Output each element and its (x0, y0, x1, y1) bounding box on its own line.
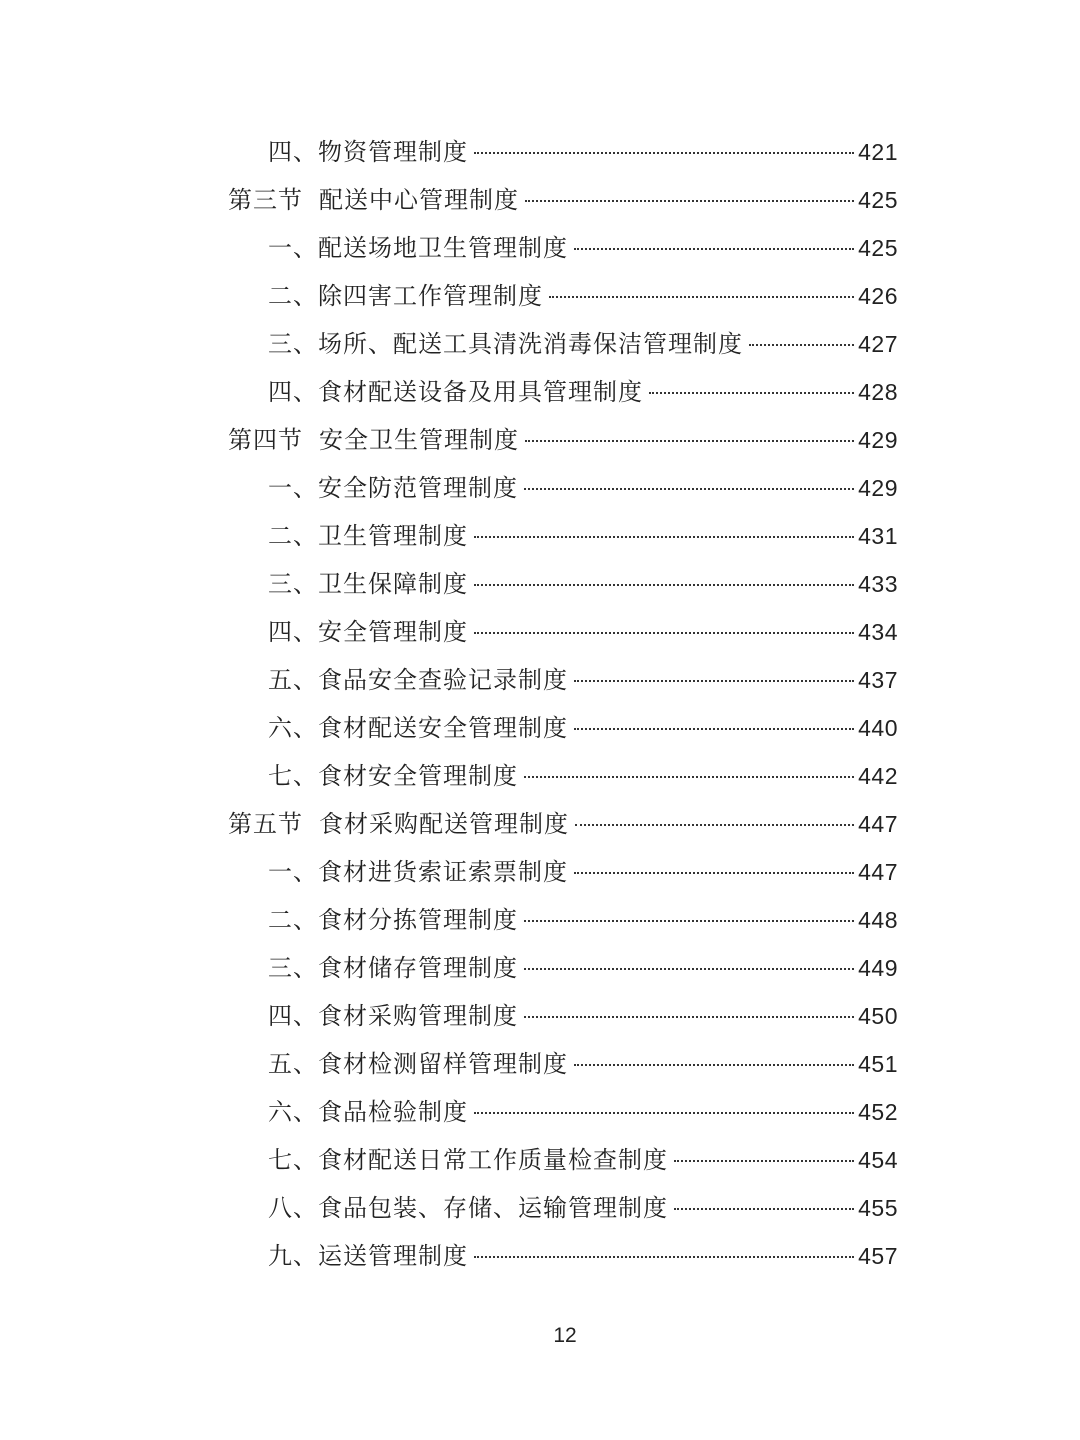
toc-page-ref: 447 (858, 859, 898, 885)
dot-leader (474, 584, 854, 586)
dot-leader (674, 1160, 854, 1162)
toc-entry-title (268, 1040, 568, 1088)
toc-entry-title (268, 1136, 668, 1184)
toc-page-ref: 450 (858, 1003, 898, 1029)
toc-entry-label: 四、物资管理制度 (268, 138, 468, 166)
toc-entry-title (268, 512, 468, 560)
toc-page-ref: 429 (858, 427, 898, 453)
toc-page-ref: 421 (858, 139, 898, 165)
toc-page-ref: 440 (858, 715, 898, 741)
toc-entry-label: 食材采购配送管理制度 (319, 810, 569, 838)
toc-entry[interactable] (228, 1184, 898, 1232)
toc-entry-title (268, 272, 543, 320)
toc-section-entry[interactable] (228, 176, 898, 224)
toc-entry-label: 五、食品安全查验记录制度 (268, 666, 568, 694)
toc-section-number: 第五节 (228, 810, 303, 838)
toc-entry[interactable] (228, 896, 898, 944)
toc-page-ref: 454 (858, 1147, 898, 1173)
toc-entry[interactable] (228, 272, 898, 320)
toc-section-entry[interactable] (228, 800, 898, 848)
toc-entry-label: 四、食材采购管理制度 (268, 1002, 518, 1030)
toc-entry[interactable] (228, 848, 898, 896)
toc-entry-label: 六、食品检验制度 (268, 1098, 468, 1126)
toc-entry[interactable] (228, 320, 898, 368)
toc-entry-title (268, 1232, 468, 1280)
toc-entry[interactable] (228, 1232, 898, 1280)
toc-entry-label: 配送中心管理制度 (319, 186, 519, 214)
toc-entry-label: 七、食材配送日常工作质量检查制度 (268, 1146, 668, 1174)
dot-leader (474, 1112, 854, 1114)
toc-entry-label: 六、食材配送安全管理制度 (268, 714, 568, 742)
toc-entry-label: 一、配送场地卫生管理制度 (268, 234, 568, 262)
toc-page-ref: 452 (858, 1099, 898, 1125)
toc-entry[interactable] (228, 752, 898, 800)
toc-entry[interactable] (228, 992, 898, 1040)
toc-entry-label: 九、运送管理制度 (268, 1242, 468, 1270)
dot-leader (749, 344, 854, 346)
toc-entry-title (228, 176, 519, 224)
toc-entry-label: 四、安全管理制度 (268, 618, 468, 646)
page-number: 12 (553, 1324, 577, 1347)
toc-entry-label: 五、食材检测留样管理制度 (268, 1050, 568, 1078)
dot-leader (649, 392, 854, 394)
toc-entry-title (268, 128, 468, 176)
dot-leader (524, 920, 854, 922)
toc-entry[interactable] (228, 464, 898, 512)
toc-section-number: 第三节 (228, 186, 303, 214)
dot-leader (575, 824, 854, 826)
table-of-contents (228, 128, 898, 1280)
toc-entry[interactable] (228, 512, 898, 560)
toc-page-ref: 428 (858, 379, 898, 405)
toc-page-ref: 433 (858, 571, 898, 597)
toc-entry-title (268, 896, 518, 944)
dot-leader (524, 1016, 854, 1018)
toc-page-ref: 426 (858, 283, 898, 309)
toc-entry-title (268, 224, 568, 272)
toc-entry-title (268, 656, 568, 704)
toc-entry-title (268, 464, 518, 512)
toc-section-number: 第四节 (228, 426, 303, 454)
toc-entry-title (228, 416, 519, 464)
toc-page-ref: 442 (858, 763, 898, 789)
toc-entry[interactable] (228, 368, 898, 416)
toc-page-ref: 429 (858, 475, 898, 501)
toc-entry[interactable] (228, 704, 898, 752)
dot-leader (525, 200, 854, 202)
toc-entry[interactable] (228, 608, 898, 656)
toc-entry[interactable] (228, 224, 898, 272)
toc-entry-title (268, 992, 518, 1040)
dot-leader (549, 296, 854, 298)
toc-entry-label: 七、食材安全管理制度 (268, 762, 518, 790)
toc-entry[interactable] (228, 1088, 898, 1136)
toc-section-entry[interactable] (228, 416, 898, 464)
toc-entry-title (268, 320, 743, 368)
toc-entry-label: 八、食品包装、存储、运输管理制度 (268, 1194, 668, 1222)
dot-leader (674, 1208, 854, 1210)
dot-leader (574, 1064, 854, 1066)
toc-entry-title (268, 752, 518, 800)
toc-entry-label: 安全卫生管理制度 (319, 426, 519, 454)
dot-leader (474, 152, 854, 154)
toc-entry-title (268, 704, 568, 752)
dot-leader (574, 680, 854, 682)
toc-entry[interactable] (228, 944, 898, 992)
toc-entry-label: 一、食材进货索证索票制度 (268, 858, 568, 886)
dot-leader (524, 776, 854, 778)
dot-leader (524, 488, 854, 490)
toc-entry[interactable] (228, 1136, 898, 1184)
toc-entry-title (268, 368, 643, 416)
toc-page-ref: 427 (858, 331, 898, 357)
toc-entry-title (268, 848, 568, 896)
toc-entry[interactable] (228, 1040, 898, 1088)
toc-entry-label: 一、安全防范管理制度 (268, 474, 518, 502)
dot-leader (474, 536, 854, 538)
dot-leader (524, 968, 854, 970)
dot-leader (474, 1256, 854, 1258)
toc-page-ref: 457 (858, 1243, 898, 1269)
dot-leader (574, 728, 854, 730)
dot-leader (474, 632, 854, 634)
toc-entry-title (268, 1184, 668, 1232)
dot-leader (574, 872, 854, 874)
toc-entry-label: 二、食材分拣管理制度 (268, 906, 518, 934)
toc-entry-label: 三、食材储存管理制度 (268, 954, 518, 982)
toc-page-ref: 425 (858, 187, 898, 213)
toc-page-ref: 451 (858, 1051, 898, 1077)
toc-page-ref: 437 (858, 667, 898, 693)
toc-page-ref: 455 (858, 1195, 898, 1221)
toc-entry-label: 二、卫生管理制度 (268, 522, 468, 550)
toc-entry-label: 三、场所、配送工具清洗消毒保洁管理制度 (268, 330, 743, 358)
toc-entry-title (268, 1088, 468, 1136)
toc-entry-title (268, 560, 468, 608)
toc-entry-title (268, 608, 468, 656)
toc-page-ref: 449 (858, 955, 898, 981)
toc-page-ref: 434 (858, 619, 898, 645)
toc-entry-label: 三、卫生保障制度 (268, 570, 468, 598)
toc-entry-title (228, 800, 569, 848)
toc-entry-label: 四、食材配送设备及用具管理制度 (268, 378, 643, 406)
toc-page-ref: 431 (858, 523, 898, 549)
dot-leader (525, 440, 854, 442)
toc-page-ref: 448 (858, 907, 898, 933)
toc-entry-label: 二、除四害工作管理制度 (268, 282, 543, 310)
toc-entry[interactable] (228, 128, 898, 176)
dot-leader (574, 248, 854, 250)
toc-entry[interactable] (228, 560, 898, 608)
toc-page-ref: 425 (858, 235, 898, 261)
toc-page-ref: 447 (858, 811, 898, 837)
toc-entry-title (268, 944, 518, 992)
toc-entry[interactable] (228, 656, 898, 704)
